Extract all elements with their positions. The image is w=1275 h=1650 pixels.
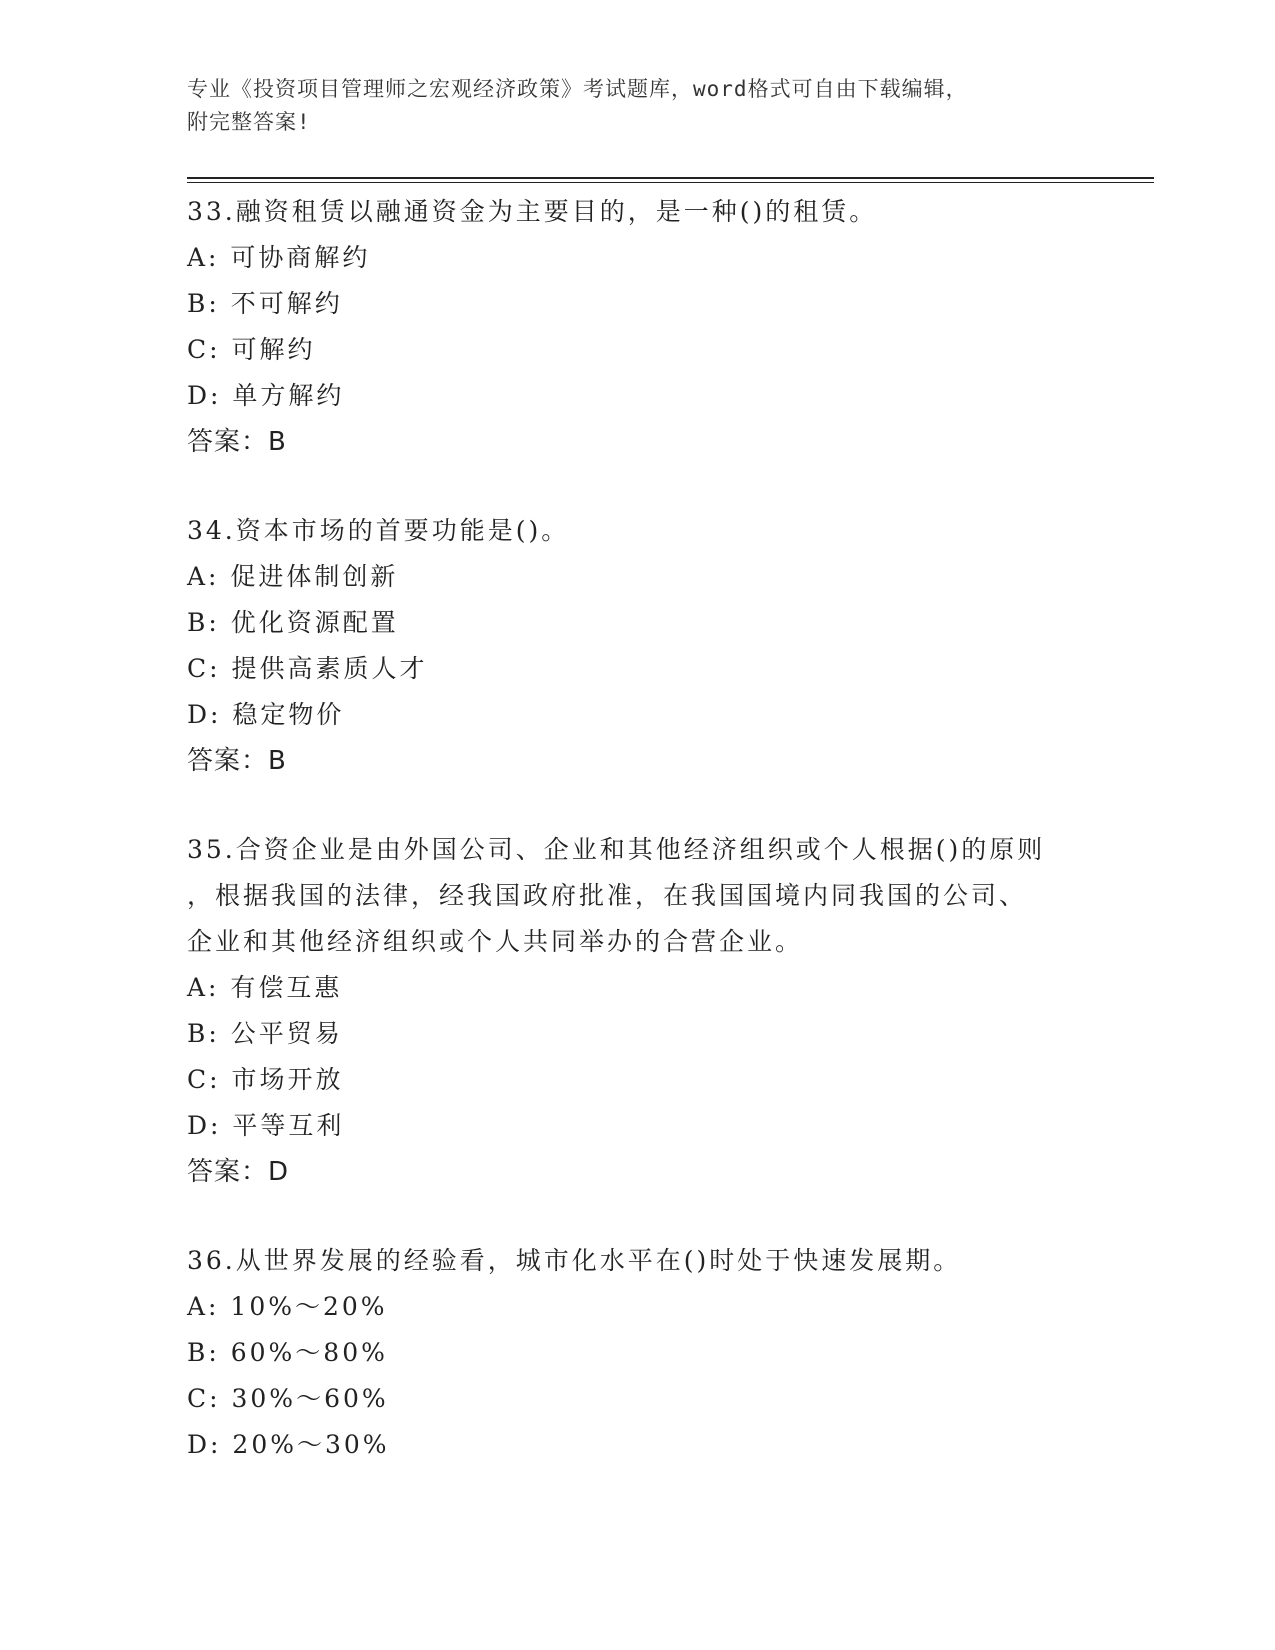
option-d: D: 单方解约 — [187, 381, 345, 410]
question-stem — [187, 508, 1087, 554]
question-stem — [187, 189, 1087, 235]
option-b: B: 60%～80% — [187, 1338, 388, 1367]
answer-label: 答案：B — [187, 746, 287, 776]
document-header — [187, 73, 1067, 139]
option-d: D: 平等互利 — [187, 1111, 345, 1140]
question-35 — [187, 827, 1087, 1195]
question-list — [187, 189, 1087, 1511]
question-34 — [187, 508, 1087, 784]
option-b: B: 不可解约 — [187, 289, 343, 318]
answer-label: 答案：D — [187, 1157, 290, 1187]
question-stem — [187, 1238, 1087, 1284]
question-stem-line: 企业和其他经济组织或个人共同举办的合营企业。 — [187, 927, 804, 956]
question-stem-line: 33.融资租赁以融通资金为主要目的，是一种()的租赁。 — [187, 197, 878, 226]
option-b: B: 公平贸易 — [187, 1019, 343, 1048]
option-c: C: 提供高素质人才 — [187, 654, 428, 683]
question-stem-line: 36.从世界发展的经验看，城市化水平在()时处于快速发展期。 — [187, 1246, 962, 1275]
option-d: D: 稳定物价 — [187, 700, 345, 729]
option-b: B: 优化资源配置 — [187, 608, 399, 637]
question-33 — [187, 189, 1087, 465]
header-divider-thin — [187, 182, 1154, 183]
header-divider-thick — [187, 177, 1154, 179]
question-stem-line: 35.合资企业是由外国公司、企业和其他经济组织或个人根据()的原则 — [187, 835, 1046, 864]
option-c: C: 市场开放 — [187, 1065, 344, 1094]
question-stem-line: 34.资本市场的首要功能是()。 — [187, 516, 570, 545]
option-a: A: 有偿互惠 — [187, 973, 343, 1002]
question-stem-line: ，根据我国的法律，经我国政府批准，在我国国境内同我国的公司、 — [187, 881, 1028, 910]
option-c: C: 可解约 — [187, 335, 316, 364]
option-a: A: 可协商解约 — [187, 243, 371, 272]
option-c: C: 30%～60% — [187, 1384, 389, 1413]
header-line-1: 专业《投资项目管理师之宏观经济政策》考试题库，word格式可自由下载编辑， — [187, 77, 968, 101]
answer-label: 答案：B — [187, 427, 287, 457]
option-a: A: 促进体制创新 — [187, 562, 399, 591]
header-line-2: 附完整答案! — [187, 110, 311, 134]
option-a: A: 10%～20% — [187, 1292, 388, 1321]
question-stem — [187, 827, 1087, 965]
question-36 — [187, 1238, 1087, 1468]
option-d: D: 20%～30% — [187, 1430, 390, 1459]
